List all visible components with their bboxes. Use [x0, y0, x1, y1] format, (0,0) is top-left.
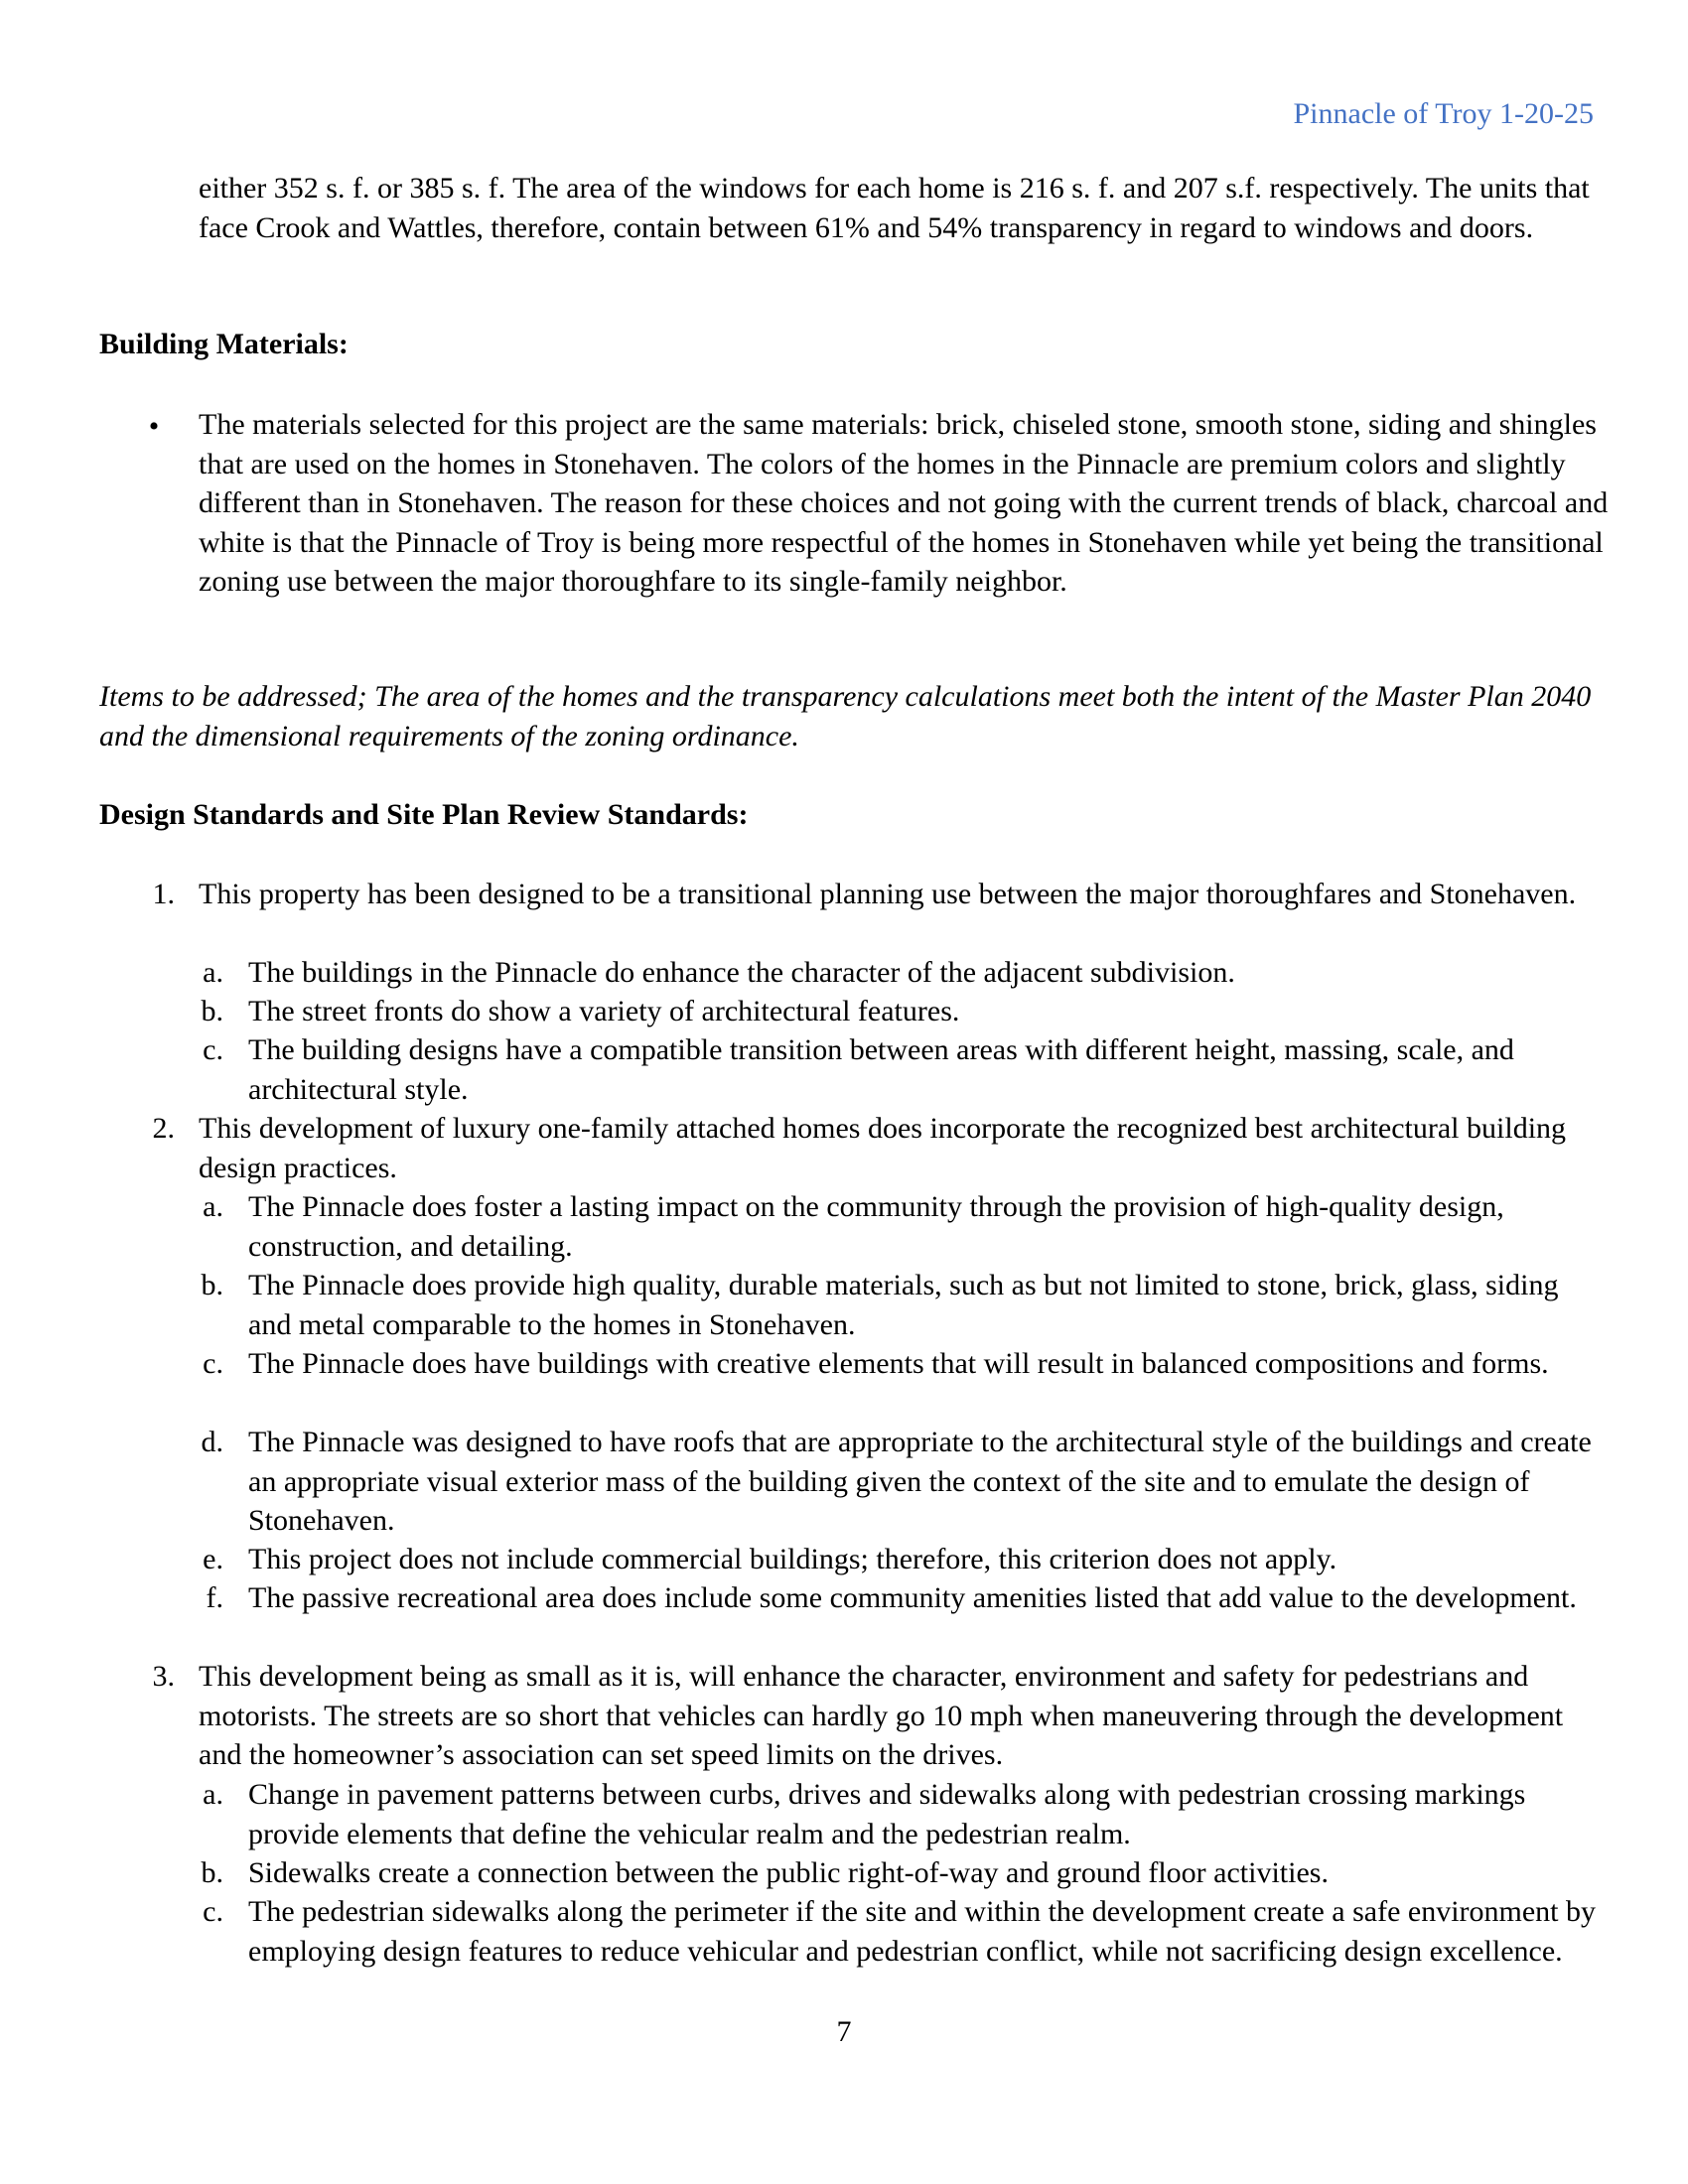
list-item-text: This development of luxury one-family attached homes does incorporate the recognized best architectural building design practices.	[199, 1112, 1567, 1184]
sub-item-marker: b.	[201, 1269, 223, 1301]
list-item-marker: 1.	[152, 878, 175, 910]
sub-item-marker: b.	[201, 995, 223, 1027]
sub-item-text: The buildings in the Pinnacle do enhance the character of the adjacent subdivision.	[248, 956, 1235, 989]
bullet-marker: •	[148, 410, 160, 443]
sub-item-text: The Pinnacle does have buildings with creative elements that will result in balanced compositions and forms.	[248, 1347, 1549, 1380]
sub-item-text: The Pinnacle does provide high quality, durable materials, such as but not limited to stone, brick, glass, siding and metal comparable to the homes in Stonehaven.	[248, 1269, 1559, 1341]
sub-item-text: Sidewalks create a connection between the public right-of-way and ground floor activities.	[248, 1856, 1329, 1889]
sub-item-text: Change in pavement patterns between curbs, drives and sidewalks along with pedestrian crossing markings provide elements that define the vehicular realm and the pedestrian realm.	[248, 1778, 1526, 1850]
sub-item-marker: b.	[201, 1856, 223, 1889]
list-item-marker: 2.	[152, 1112, 175, 1145]
sub-item-text: The Pinnacle does foster a lasting impact on the community through the provision of high-quality design, construction, and detailing.	[248, 1190, 1504, 1263]
sub-item-text: The building designs have a compatible transition between areas with different height, massing, scale, and architectural style.	[248, 1033, 1514, 1106]
sub-item-text: This project does not include commercial buildings; therefore, this criterion does not apply.	[248, 1543, 1337, 1575]
sub-item-marker: a.	[203, 1190, 223, 1223]
building-materials-heading: Building Materials:	[99, 328, 349, 360]
intro-paragraph: either 352 s. f. or 385 s. f. The area of the windows for each home is 216 s. f. and 207 s.f. respectively. The units that face Crook and Wattles, therefore, contain between 61% and 54% transparency in regard to windows and doors.	[199, 172, 1590, 244]
sub-item-text: The Pinnacle was designed to have roofs that are appropriate to the architectural style of the buildings and create an appropriate visual exterior mass of the building given the context of the site and to emulate the design of Stonehaven.	[248, 1426, 1592, 1537]
list-item-text: This property has been designed to be a transitional planning use between the major thoroughfares and Stonehaven.	[199, 878, 1577, 910]
sub-item-marker: d.	[201, 1426, 223, 1458]
sub-item-text: The street fronts do show a variety of architectural features.	[248, 995, 960, 1027]
sub-item-marker: c.	[203, 1895, 223, 1928]
sub-item-text: The pedestrian sidewalks along the perimeter if the site and within the development create a safe environment by employing design features to reduce vehicular and pedestrian conflict, while not sacrificing design excellence.	[248, 1895, 1597, 1968]
design-standards-heading: Design Standards and Site Plan Review Standards:	[99, 798, 749, 831]
sub-item-marker: a.	[203, 956, 223, 989]
items-to-be-addressed-note: Items to be addressed; The area of the homes and the transparency calculations meet both the intent of the Master Plan 2040 and the dimensional requirements of the zoning ordinance.	[99, 680, 1592, 752]
page-number: 7	[836, 2015, 852, 2048]
list-item-text: This development being as small as it is, will enhance the character, environment and safety for pedestrians and motorists. The streets are so short that vehicles can hardly go 10 mph when maneuvering through the development and the homeowner’s association can set speed limits on the drives.	[199, 1660, 1564, 1771]
building-materials-bullet-text: The materials selected for this project are the same materials: brick, chiseled stone, smooth stone, siding and shingles that are used on the homes in Stonehaven. The colors of the homes in the Pinnacle are premium colors and slightly different than in Stonehaven. The reason for these choices and not going with the current trends of black, charcoal and white is that the Pinnacle of Troy is being more respectful of the homes in Stonehaven while yet being the transitional zoning use between the major thoroughfare to its single-family neighbor.	[199, 408, 1609, 598]
sub-item-marker: c.	[203, 1033, 223, 1066]
page-header: Pinnacle of Troy 1-20-25	[1293, 97, 1594, 130]
list-item-marker: 3.	[152, 1660, 175, 1693]
sub-item-marker: e.	[203, 1543, 223, 1575]
sub-item-marker: f.	[206, 1581, 223, 1614]
sub-item-marker: c.	[203, 1347, 223, 1380]
sub-item-marker: a.	[203, 1778, 223, 1811]
sub-item-text: The passive recreational area does include some community amenities listed that add value to the development.	[248, 1581, 1577, 1614]
